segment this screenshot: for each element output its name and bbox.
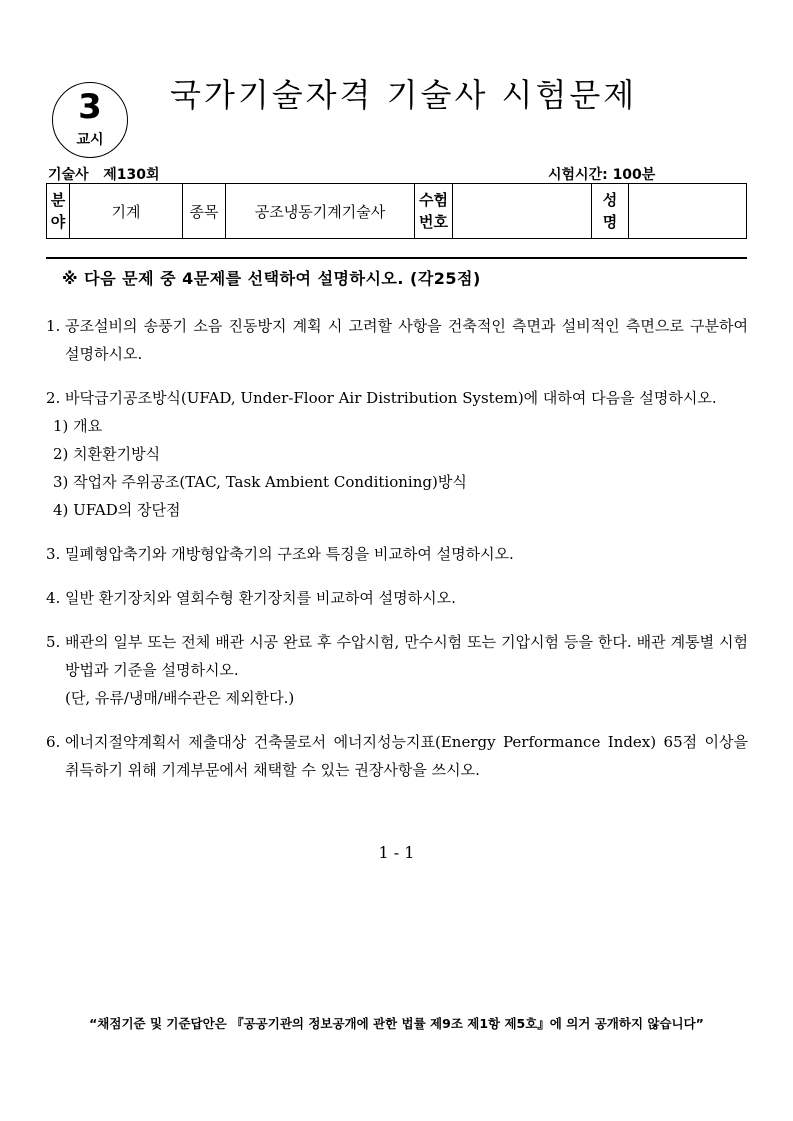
divider [46, 257, 747, 259]
question-text: 일반 환기장치와 열회수형 환기장치를 비교하여 설명하시오. [65, 589, 456, 607]
sub-question: 2) 치환환기방식 [53, 445, 161, 463]
session-badge [52, 82, 128, 158]
question-number: 3. [46, 545, 61, 563]
sub-question: 1) 개요 [53, 417, 103, 435]
exam-number-label: 수험 번호 [415, 184, 453, 239]
question-number: 6. [46, 733, 61, 751]
sub-question: 3) 작업자 주위공조(TAC, Task Ambient Conditioning)방식 [53, 473, 467, 491]
footer-notice: “채점기준 및 기준답안은 『공공기관의 정보공개에 관한 법률 제9조 제1항 제5호』에 의거 공개하지 않습니다” [89, 1016, 704, 1031]
page-title: 국가기술자격 기술사 시험문제 [170, 76, 638, 114]
name-field[interactable] [629, 184, 747, 239]
sub-question: 4) UFAD의 장단점 [53, 501, 181, 519]
question-note: (단, 유류/냉매/배수관은 제외한다.) [65, 689, 295, 707]
question-6 [46, 728, 748, 784]
question-text: 공조설비의 송풍기 소음 진동방지 계획 시 고려할 사항을 건축적인 측면과 설비적인 측면으로 구분하여 설명하시오. [65, 317, 748, 363]
category-value: 공조냉동기계기술사 [226, 184, 415, 239]
category-label: 종목 [183, 184, 226, 239]
question-number: 1. [46, 317, 61, 335]
exam-number-field[interactable] [453, 184, 592, 239]
exam-info-table [46, 183, 747, 239]
question-number: 2. [46, 389, 61, 407]
question-3 [46, 540, 748, 568]
question-5 [46, 628, 748, 712]
question-2 [46, 384, 748, 524]
name-label: 성 명 [592, 184, 629, 239]
session-label: 교시 [76, 132, 104, 148]
exam-time: 시험시간: 100분 [548, 167, 656, 183]
question-text: 배관의 일부 또는 전체 배관 시공 완료 후 수압시험, 만수시험 또는 기압시험 등을 한다. 배관 계통별 시험방법과 기준을 설명하시오. [65, 633, 748, 679]
session-number: 3 [78, 87, 102, 127]
question-text: 에너지절약계획서 제출대상 건축물로서 에너지성능지표(Energy Performance Index) 65점 이상을 취득하기 위해 기계부문에서 채택할 수 있는 권장사항을 쓰시오. [65, 733, 748, 779]
question-number: 5. [46, 633, 61, 651]
page-number: 1 - 1 [378, 843, 415, 862]
question-text: 바닥급기공조방식(UFAD, Under-Floor Air Distribution System)에 대하여 다음을 설명하시오. [65, 389, 717, 407]
instruction: ※ 다음 문제 중 4문제를 선택하여 설명하시오. (각25점) [62, 269, 481, 288]
sub-question-list [53, 412, 748, 524]
question-1 [46, 312, 748, 368]
question-4 [46, 584, 748, 612]
field-label: 분 야 [47, 184, 70, 239]
question-number: 4. [46, 589, 61, 607]
question-list [46, 312, 748, 800]
field-value: 기계 [70, 184, 183, 239]
exam-info: 기술사 제130회 [48, 167, 160, 183]
question-text: 밀폐형압축기와 개방형압축기의 구조와 특징을 비교하여 설명하시오. [65, 545, 514, 563]
